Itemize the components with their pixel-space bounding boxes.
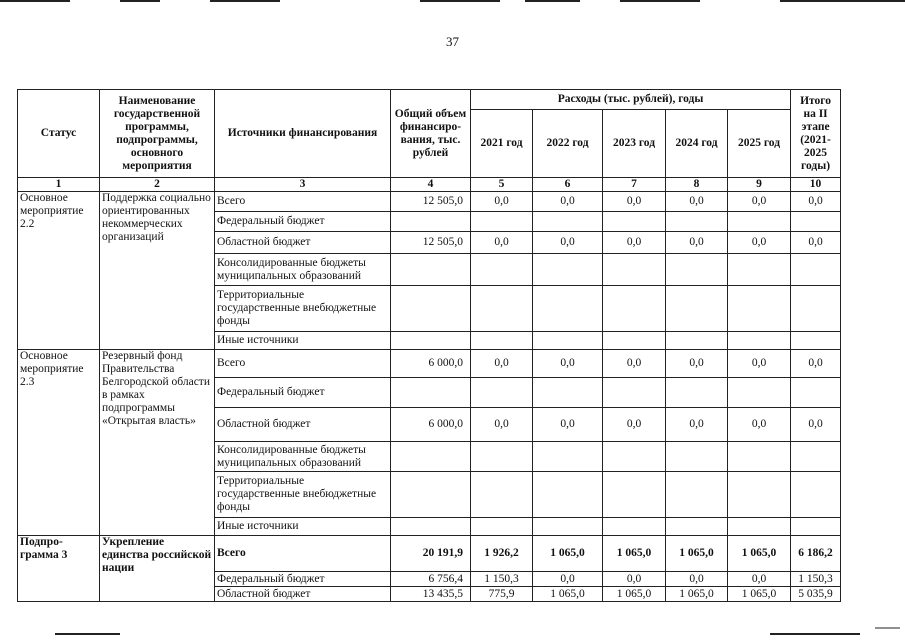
total-volume-cell: 12 505,0 [391, 192, 471, 212]
header-year-2025: 2025 год [728, 110, 791, 178]
year-value-cell: 0,0 [603, 192, 666, 212]
year-value-cell [471, 472, 533, 518]
year-value-cell: 1 926,2 [471, 536, 533, 572]
year-value-cell [603, 286, 666, 332]
total-volume-cell: 13 435,5 [391, 587, 471, 602]
year-value-cell: 0,0 [666, 232, 728, 254]
year-value-cell [728, 254, 791, 286]
year-value-cell [728, 332, 791, 350]
year-value-cell [603, 212, 666, 232]
year-value-cell: 1 065,0 [728, 536, 791, 572]
year-value-cell: 0,0 [728, 572, 791, 587]
year-value-cell [728, 212, 791, 232]
year-value-cell [666, 518, 728, 536]
year-value-cell [728, 518, 791, 536]
source-cell: Иные источники [215, 332, 391, 350]
year-value-cell: 0,0 [533, 350, 603, 378]
column-number: 7 [603, 178, 666, 192]
stage-total-cell [791, 472, 841, 518]
source-cell: Федеральный бюджет [215, 572, 391, 587]
source-cell: Всего [215, 350, 391, 378]
total-volume-cell [391, 518, 471, 536]
column-number-row [18, 178, 841, 192]
stage-total-cell [791, 378, 841, 408]
year-value-cell: 0,0 [728, 232, 791, 254]
year-value-cell [666, 378, 728, 408]
year-value-cell [603, 472, 666, 518]
column-number: 10 [791, 178, 841, 192]
total-volume-cell [391, 254, 471, 286]
source-cell: Консолидированные бюджеты муниципальных образований [215, 254, 391, 286]
column-number: 5 [471, 178, 533, 192]
column-number: 1 [18, 178, 100, 192]
budget-table [17, 89, 841, 602]
source-cell: Консолидированные бюджеты муниципальных образований [215, 442, 391, 472]
year-value-cell: 1 065,0 [666, 536, 728, 572]
year-value-cell [666, 254, 728, 286]
total-volume-cell [391, 472, 471, 518]
source-cell: Всего [215, 192, 391, 212]
year-value-cell: 1 065,0 [603, 536, 666, 572]
header-status: Статус [18, 90, 100, 178]
column-number: 2 [100, 178, 215, 192]
year-value-cell [533, 332, 603, 350]
year-value-cell [728, 378, 791, 408]
header-name: Наименование государственной программы, подпрограммы, основного мероприятия [100, 90, 215, 178]
header-year-2023: 2023 год [603, 110, 666, 178]
total-volume-cell: 6 756,4 [391, 572, 471, 587]
year-value-cell [728, 286, 791, 332]
year-value-cell: 0,0 [728, 350, 791, 378]
stage-total-cell [791, 518, 841, 536]
stage-total-cell [791, 442, 841, 472]
year-value-cell [603, 442, 666, 472]
year-value-cell: 0,0 [533, 572, 603, 587]
stage-total-cell: 1 150,3 [791, 572, 841, 587]
total-volume-cell [391, 378, 471, 408]
year-value-cell [471, 254, 533, 286]
year-value-cell: 1 065,0 [666, 587, 728, 602]
total-volume-cell [391, 442, 471, 472]
year-value-cell [471, 332, 533, 350]
source-cell: Областной бюджет [215, 232, 391, 254]
year-value-cell [728, 442, 791, 472]
source-cell: Территориальные государственные внебюджетные фонды [215, 472, 391, 518]
year-value-cell: 0,0 [471, 350, 533, 378]
program-name-cell: Поддержка социально ориентированных некоммерческих организаций [100, 192, 215, 350]
table-row [18, 192, 841, 212]
year-value-cell: 1 065,0 [603, 587, 666, 602]
year-value-cell [603, 518, 666, 536]
year-value-cell: 0,0 [603, 408, 666, 442]
column-number: 4 [391, 178, 471, 192]
source-cell: Федеральный бюджет [215, 212, 391, 232]
stage-total-cell [791, 212, 841, 232]
column-number: 9 [728, 178, 791, 192]
column-number: 6 [533, 178, 603, 192]
year-value-cell: 0,0 [471, 192, 533, 212]
stage-total-cell: 0,0 [791, 192, 841, 212]
header-year-2024: 2024 год [666, 110, 728, 178]
year-value-cell [533, 286, 603, 332]
status-cell: Основное мероприятие 2.3 [18, 350, 100, 536]
year-value-cell [666, 286, 728, 332]
year-value-cell [471, 286, 533, 332]
year-value-cell [666, 212, 728, 232]
year-value-cell [533, 254, 603, 286]
year-value-cell [533, 378, 603, 408]
program-name-cell: Укрепление единства российской нации [100, 536, 215, 602]
year-value-cell: 775,9 [471, 587, 533, 602]
total-volume-cell [391, 286, 471, 332]
header-sources: Источники финансирования [215, 90, 391, 178]
stage-total-cell [791, 332, 841, 350]
year-value-cell [728, 472, 791, 518]
year-value-cell: 1 065,0 [728, 587, 791, 602]
source-cell: Федеральный бюджет [215, 378, 391, 408]
year-value-cell: 0,0 [533, 232, 603, 254]
table-row [18, 536, 841, 572]
year-value-cell [666, 442, 728, 472]
year-value-cell [603, 332, 666, 350]
stage-total-cell: 5 035,9 [791, 587, 841, 602]
year-value-cell: 0,0 [533, 192, 603, 212]
header-expenses: Расходы (тыс. рублей), годы [471, 90, 791, 110]
year-value-cell [471, 442, 533, 472]
stage-total-cell [791, 254, 841, 286]
stage-total-cell: 0,0 [791, 350, 841, 378]
year-value-cell: 0,0 [666, 350, 728, 378]
stage-total-cell: 6 186,2 [791, 536, 841, 572]
total-volume-cell: 6 000,0 [391, 408, 471, 442]
header-year-2022: 2022 год [533, 110, 603, 178]
year-value-cell: 0,0 [728, 192, 791, 212]
year-value-cell [533, 442, 603, 472]
year-value-cell [471, 212, 533, 232]
source-cell: Территориальные государственные внебюджетные фонды [215, 286, 391, 332]
column-number: 3 [215, 178, 391, 192]
year-value-cell [603, 378, 666, 408]
year-value-cell [471, 518, 533, 536]
stage-total-cell: 0,0 [791, 232, 841, 254]
year-value-cell: 0,0 [471, 408, 533, 442]
stage-total-cell [791, 286, 841, 332]
budget-table-body [18, 192, 841, 602]
year-value-cell [666, 332, 728, 350]
year-value-cell: 0,0 [728, 408, 791, 442]
year-value-cell [603, 254, 666, 286]
source-cell: Иные источники [215, 518, 391, 536]
year-value-cell [533, 472, 603, 518]
year-value-cell: 0,0 [603, 350, 666, 378]
table-row [18, 350, 841, 378]
year-value-cell: 0,0 [603, 572, 666, 587]
total-volume-cell [391, 332, 471, 350]
year-value-cell: 1 150,3 [471, 572, 533, 587]
source-cell: Областной бюджет [215, 408, 391, 442]
total-volume-cell: 6 000,0 [391, 350, 471, 378]
header-stage-total: Итого на II этапе (2021-2025 годы) [791, 90, 841, 178]
status-cell: Основное мероприятие 2.2 [18, 192, 100, 350]
program-name-cell: Резервный фонд Правительства Белгородской области в рамках подпрограммы «Открытая власть» [100, 350, 215, 536]
year-value-cell: 0,0 [666, 572, 728, 587]
year-value-cell [533, 518, 603, 536]
header-year-2021: 2021 год [471, 110, 533, 178]
total-volume-cell: 20 191,9 [391, 536, 471, 572]
stage-total-cell: 0,0 [791, 408, 841, 442]
status-cell: Подпро-грамма 3 [18, 536, 100, 602]
year-value-cell: 1 065,0 [533, 536, 603, 572]
total-volume-cell [391, 212, 471, 232]
year-value-cell: 0,0 [666, 192, 728, 212]
year-value-cell [533, 212, 603, 232]
year-value-cell: 0,0 [471, 232, 533, 254]
year-value-cell: 0,0 [666, 408, 728, 442]
year-value-cell: 0,0 [533, 408, 603, 442]
year-value-cell: 0,0 [603, 232, 666, 254]
year-value-cell: 1 065,0 [533, 587, 603, 602]
header-total-volume: Общий объем финансиро-вания, тыс. рублей [391, 90, 471, 178]
year-value-cell [666, 472, 728, 518]
source-cell: Областной бюджет [215, 587, 391, 602]
page-number: 37 [446, 34, 459, 49]
source-cell: Всего [215, 536, 391, 572]
year-value-cell [471, 378, 533, 408]
total-volume-cell: 12 505,0 [391, 232, 471, 254]
column-number: 8 [666, 178, 728, 192]
